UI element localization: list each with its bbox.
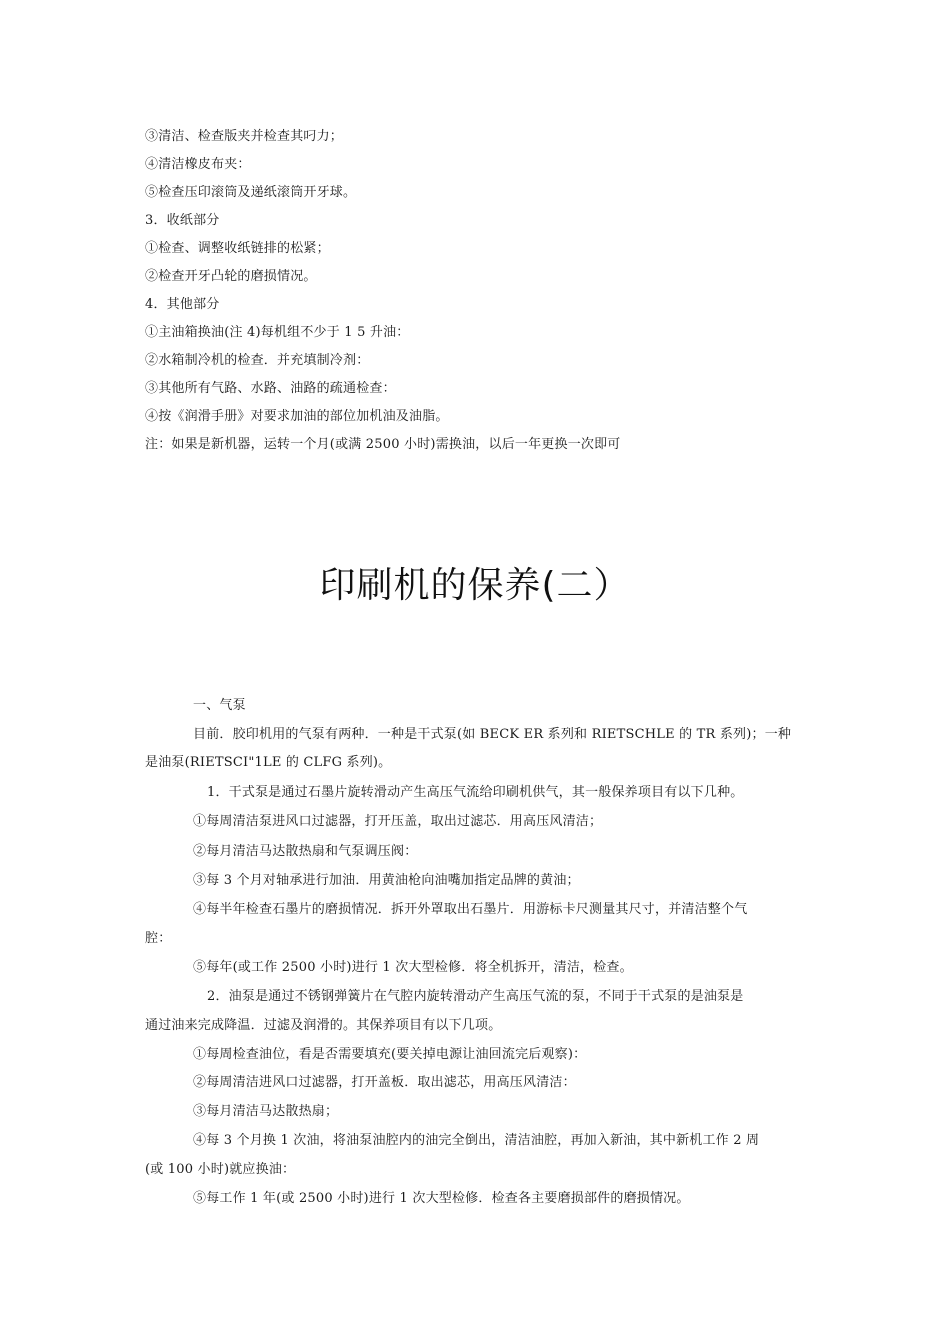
dry-pump-item: ①每周清洁泵进风口过滤器，打开压盖，取出过滤芯．用高压风清洁；	[193, 814, 603, 829]
dry-pump-heading: 1．干式泵是通过石墨片旋转滑动产生高压气流给印刷机供气，其一般保养项目有以下几种。	[207, 785, 744, 800]
part1-line: ①主油箱换油(注 4)每机组不少于 1 5 升油：	[145, 325, 410, 340]
part1-line: ②水箱制冷机的检查．并充填制冷剂：	[145, 353, 370, 368]
intro-line: 目前．胶印机用的气泵有两种．一种是干式泵(如 BECK ER 系列和 RIETSCHLE 的 TR 系列)；一种	[193, 727, 792, 742]
part1-line: ③清洁、检查版夹并检查其叼力；	[145, 129, 344, 144]
oil-pump-item: ⑤每工作 1 年(或 2500 小时)进行 1 次大型检修．检查各主要磨损部件的磨损情况。	[193, 1191, 690, 1206]
dry-pump-item: ③每 3 个月对轴承进行加油．用黄油枪向油嘴加指定品牌的黄油；	[193, 873, 580, 888]
part1-note: 注：如果是新机器，运转一个月(或满 2500 小时)需换油，以后一年更换一次即可	[145, 437, 621, 452]
page-title: 印刷机的保养(二）	[319, 565, 631, 606]
part1-subheading: 3．收纸部分	[145, 213, 220, 228]
oil-pump-item: ①每周检查油位，看是否需要填充(要关掉电源让油回流完后观察)：	[193, 1047, 587, 1062]
oil-pump-item: ④每 3 个月换 1 次油，将油泵油腔内的油完全倒出，清洁油腔，再加入新油，其中新机工作 2 周	[193, 1133, 760, 1148]
part1-line: ④按《润滑手册》对要求加油的部位加机油及油脂。	[145, 409, 449, 424]
dry-pump-item: ④每半年检查石墨片的磨损情况．拆开外罩取出石墨片．用游标卡尺测量其尺寸，并清洁整个气	[193, 902, 748, 917]
oil-pump-item: ②每周清洁进风口过滤器，打开盖板．取出滤芯，用高压风清洁：	[193, 1075, 576, 1090]
oil-pump-heading: 2．油泵是通过不锈钢弹簧片在气腔内旋转滑动产生高压气流的泵，不同于干式泵的是油泵是	[207, 989, 744, 1004]
part1-subheading: 4．其他部分	[145, 297, 220, 312]
oil-pump-heading-cont: 通过油来完成降温．过滤及润滑的。其保养项目有以下几项。	[145, 1018, 502, 1033]
section-heading: 一、气泵	[193, 698, 246, 713]
part1-line: ⑤检查压印滚筒及递纸滚筒开牙球。	[145, 185, 357, 200]
dry-pump-item-cont: 腔：	[145, 931, 172, 946]
part1-line: ②检查开牙凸轮的磨损情况。	[145, 269, 317, 284]
intro-line: 是油泵(RIETSCI"1LE 的 CLFG 系列)。	[145, 755, 392, 770]
part1-line: ③其他所有气路、水路、油路的疏通检查：	[145, 381, 396, 396]
part1-line: ①检查、调整收纸链排的松紧；	[145, 241, 330, 256]
dry-pump-item: ⑤每年(或工作 2500 小时)进行 1 次大型检修．将全机拆开，清洁，检查。	[193, 960, 633, 975]
oil-pump-item: ③每月清洁马达散热扇；	[193, 1104, 339, 1119]
dry-pump-item: ②每月清洁马达散热扇和气泵调压阀：	[193, 844, 418, 859]
oil-pump-item-cont: (或 100 小时)就应换油：	[145, 1162, 296, 1177]
part1-line: ④清洁橡皮布夹：	[145, 157, 251, 172]
